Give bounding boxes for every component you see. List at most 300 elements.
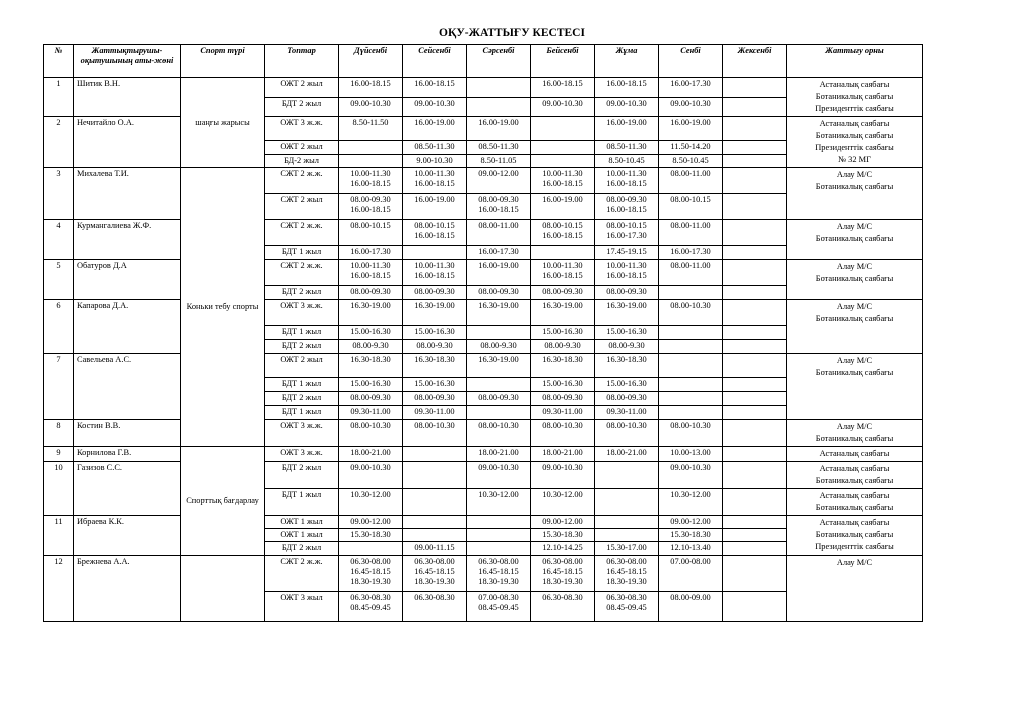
time-line: 16.45-18.15 xyxy=(414,567,455,576)
time-tuesday xyxy=(403,286,467,300)
training-location xyxy=(787,117,923,168)
location-line: Астаналық саябағы xyxy=(819,119,890,128)
training-location xyxy=(787,447,923,462)
time-wednesday xyxy=(467,592,531,622)
time-line: 10.00-11.30 xyxy=(414,169,455,178)
time-line: 16.00-19.00 xyxy=(478,261,519,270)
time-saturday xyxy=(659,556,723,592)
time-wednesday xyxy=(467,220,531,246)
row-number: 10 xyxy=(44,462,74,516)
training-location xyxy=(787,489,923,516)
time-monday xyxy=(339,155,403,168)
time-monday xyxy=(339,378,403,392)
time-line: 06.30-08.30 xyxy=(542,593,583,602)
time-line: 15.00-16.30 xyxy=(414,379,455,388)
time-tuesday xyxy=(403,529,467,542)
location-line: Ботаникалық саябағы xyxy=(815,234,894,243)
time-saturday xyxy=(659,592,723,622)
time-line: 16.30-19.00 xyxy=(478,301,519,310)
time-saturday xyxy=(659,406,723,420)
time-tuesday xyxy=(403,556,467,592)
time-saturday xyxy=(659,516,723,529)
time-wednesday xyxy=(467,194,531,220)
time-line: 09.00-10.30 xyxy=(542,98,583,108)
time-line: 10.30-12.00 xyxy=(350,490,391,499)
time-line: 08.00-10.30 xyxy=(606,421,647,430)
location-line: Астаналық саябағы xyxy=(819,491,890,500)
location-line: Ботаникалық саябағы xyxy=(815,92,894,101)
time-tuesday xyxy=(403,489,467,516)
location-line: Алау М/С xyxy=(836,356,873,365)
time-line: 16.30-19.00 xyxy=(542,301,583,310)
time-tuesday xyxy=(403,155,467,168)
time-line: 08.00-10.30 xyxy=(350,421,391,430)
time-saturday xyxy=(659,542,723,556)
time-line: 16.30-19.00 xyxy=(414,301,455,310)
group-name: ОЖТ 3 ж.ж. xyxy=(265,300,339,326)
time-line: 08.00-10.15 xyxy=(350,221,391,230)
time-tuesday xyxy=(403,97,467,117)
location-line: Алау М/С xyxy=(836,262,873,271)
time-line: 10.00-13.00 xyxy=(670,448,711,457)
time-friday xyxy=(595,141,659,155)
group-name: СЖТ 2 ж.ж. xyxy=(265,260,339,286)
coach-name: Шитик В.Н. xyxy=(74,78,181,117)
time-saturday xyxy=(659,354,723,378)
time-line: 10.30-12.00 xyxy=(478,490,519,499)
time-line: 16.00-18.15 xyxy=(606,79,647,88)
time-tuesday xyxy=(403,462,467,489)
time-saturday xyxy=(659,447,723,462)
time-line: 16.00-18.15 xyxy=(350,79,391,88)
time-wednesday xyxy=(467,556,531,592)
time-line: 08.45-09.45 xyxy=(478,603,519,612)
time-line: 08.00-10.15 xyxy=(542,221,583,230)
time-sunday xyxy=(723,378,787,392)
coach-name: Нечитайло О.А. xyxy=(74,117,181,168)
time-sunday xyxy=(723,117,787,141)
time-wednesday xyxy=(467,462,531,489)
time-sunday xyxy=(723,340,787,354)
time-friday xyxy=(595,516,659,529)
time-line: 16.00-17.30 xyxy=(606,231,647,240)
table-header-row xyxy=(44,45,923,78)
time-line: 16.30-18.30 xyxy=(606,355,647,364)
location-line: Астаналық саябағы xyxy=(819,80,890,89)
time-friday xyxy=(595,155,659,168)
time-wednesday xyxy=(467,326,531,340)
time-line: 08.00-11.00 xyxy=(478,221,519,230)
time-friday xyxy=(595,462,659,489)
time-line: 16.00-18.15 xyxy=(414,271,455,280)
group-name: БДТ 1 жыл xyxy=(265,489,339,516)
time-wednesday xyxy=(467,354,531,378)
time-tuesday xyxy=(403,168,467,194)
group-name: СЖТ 2 ж.ж. xyxy=(265,556,339,592)
location-line: Ботаникалық саябағы xyxy=(815,530,894,539)
time-friday xyxy=(595,556,659,592)
group-name: ОЖТ 3 ж.ж. xyxy=(265,117,339,141)
header-location: Жаттығу орны xyxy=(787,45,923,78)
time-tuesday xyxy=(403,592,467,622)
time-monday xyxy=(339,542,403,556)
time-line: 08.00-09.30 xyxy=(350,287,391,296)
time-line: 17.45-19.15 xyxy=(606,247,647,256)
time-monday xyxy=(339,97,403,117)
time-sunday xyxy=(723,260,787,286)
row-number: 1 xyxy=(44,78,74,117)
time-line: 15.30-18.30 xyxy=(670,530,711,539)
page-title: ОҚУ-ЖАТТЫҒУ КЕСТЕСІ xyxy=(439,27,585,39)
group-name: ОЖТ 1 жыл xyxy=(265,516,339,529)
location-line: Ботаникалық саябағы xyxy=(815,368,894,377)
time-monday xyxy=(339,300,403,326)
time-tuesday xyxy=(403,516,467,529)
group-name: БДТ 2 жыл xyxy=(265,462,339,489)
location-line: Ботаникалық саябағы xyxy=(815,131,894,140)
time-saturday xyxy=(659,155,723,168)
time-monday xyxy=(339,392,403,406)
table-row xyxy=(44,78,923,98)
time-line: 16.45-18.15 xyxy=(542,567,583,576)
header-number: № xyxy=(44,45,74,78)
time-thursday xyxy=(531,420,595,447)
time-tuesday xyxy=(403,194,467,220)
time-line: 08.00-09.30 xyxy=(350,195,391,204)
time-thursday xyxy=(531,97,595,117)
header-wednesday: Сәрсенбі xyxy=(467,45,531,78)
time-line: 16.30-19.00 xyxy=(606,301,647,310)
row-number: 5 xyxy=(44,260,74,300)
time-line: 16.45-18.15 xyxy=(478,567,519,576)
coach-name: Костин В.В. xyxy=(74,420,181,447)
time-thursday xyxy=(531,326,595,340)
time-wednesday xyxy=(467,378,531,392)
time-monday xyxy=(339,326,403,340)
header-thursday: Бейсенбі xyxy=(531,45,595,78)
time-saturday xyxy=(659,194,723,220)
time-thursday xyxy=(531,340,595,354)
time-line: 09.00-10.30 xyxy=(478,463,519,472)
time-sunday xyxy=(723,592,787,622)
time-line: 16.00-18.15 xyxy=(350,271,391,280)
time-line: 08.00-10.15 xyxy=(414,221,455,230)
group-name: БДТ 2 жыл xyxy=(265,340,339,354)
time-line: 18.00-21.00 xyxy=(606,448,647,457)
time-line: 16.00-19.00 xyxy=(606,118,647,127)
time-saturday xyxy=(659,246,723,260)
time-line: 16.00-19.00 xyxy=(478,118,519,127)
time-line: 08.00-09.30 xyxy=(478,287,519,296)
location-line: Президенттік саябағы xyxy=(815,542,894,551)
time-line: 08.00-9.30 xyxy=(608,341,645,350)
time-friday xyxy=(595,194,659,220)
time-sunday xyxy=(723,447,787,462)
time-line: 16.30-18.30 xyxy=(542,355,583,364)
time-wednesday xyxy=(467,447,531,462)
row-number: 8 xyxy=(44,420,74,447)
group-name: БДТ 1 жыл xyxy=(265,246,339,260)
time-saturday xyxy=(659,117,723,141)
coach-name: Ибраева К.К. xyxy=(74,516,181,556)
time-friday xyxy=(595,78,659,98)
time-monday xyxy=(339,168,403,194)
time-tuesday xyxy=(403,542,467,556)
time-line: 18.00-21.00 xyxy=(542,448,583,457)
time-friday xyxy=(595,489,659,516)
time-monday xyxy=(339,516,403,529)
time-friday xyxy=(595,354,659,378)
time-wednesday xyxy=(467,155,531,168)
coach-name: Газизов С.С. xyxy=(74,462,181,516)
training-location xyxy=(787,220,923,260)
time-saturday xyxy=(659,462,723,489)
time-line: 18.30-19.30 xyxy=(606,577,647,586)
group-name: БДТ 2 жыл xyxy=(265,542,339,556)
header-sport: Спорт түрі xyxy=(181,45,265,78)
time-sunday xyxy=(723,420,787,447)
time-wednesday xyxy=(467,141,531,155)
time-wednesday xyxy=(467,516,531,529)
time-thursday xyxy=(531,220,595,246)
sport-type: Спорттық бағдарлау xyxy=(181,447,265,556)
row-number: 11 xyxy=(44,516,74,556)
coach-name: Корнилова Г.В. xyxy=(74,447,181,462)
location-line: Астаналық саябағы xyxy=(819,518,890,527)
coach-name: Обатуров Д.А xyxy=(74,260,181,300)
time-line: 08.00-10.15 xyxy=(670,195,711,204)
time-friday xyxy=(595,340,659,354)
time-wednesday xyxy=(467,340,531,354)
location-line: Ботаникалық саябағы xyxy=(815,476,894,485)
time-line: 10.00-11.30 xyxy=(542,261,583,270)
time-line: 08.45-09.45 xyxy=(350,603,391,612)
time-saturday xyxy=(659,420,723,447)
time-saturday xyxy=(659,300,723,326)
time-thursday xyxy=(531,529,595,542)
time-monday xyxy=(339,246,403,260)
time-line: 08.00-9.30 xyxy=(352,341,389,350)
time-thursday xyxy=(531,392,595,406)
time-line: 09.00-11.15 xyxy=(414,543,455,552)
location-line: Ботаникалық саябағы xyxy=(815,182,894,191)
location-line: Президенттік саябағы xyxy=(815,143,894,152)
time-line: 08.00-11.00 xyxy=(670,221,711,230)
time-line: 09.00-12.00 xyxy=(670,517,711,526)
training-location xyxy=(787,300,923,354)
time-thursday xyxy=(531,260,595,286)
time-monday xyxy=(339,420,403,447)
time-line: 09.00-10.30 xyxy=(606,98,647,108)
time-line: 09.00-10.30 xyxy=(670,98,711,108)
time-thursday xyxy=(531,406,595,420)
time-thursday xyxy=(531,300,595,326)
time-line: 16.00-18.15 xyxy=(350,179,391,188)
time-tuesday xyxy=(403,392,467,406)
table-row xyxy=(44,300,923,326)
time-saturday xyxy=(659,392,723,406)
time-thursday xyxy=(531,378,595,392)
time-line: 08.50-11.30 xyxy=(414,142,455,151)
time-sunday xyxy=(723,168,787,194)
time-saturday xyxy=(659,97,723,117)
time-line: 08.50-11.30 xyxy=(606,142,647,151)
group-name: ОЖТ 2 жыл xyxy=(265,141,339,155)
header-group: Топтар xyxy=(265,45,339,78)
time-tuesday xyxy=(403,447,467,462)
time-line: 16.00-17.30 xyxy=(478,247,519,256)
time-sunday xyxy=(723,406,787,420)
location-line: Алау М/С xyxy=(836,558,873,567)
time-tuesday xyxy=(403,78,467,98)
table-row xyxy=(44,516,923,529)
time-line: 10.00-11.30 xyxy=(606,169,647,178)
time-line: 16.00-19.00 xyxy=(542,195,583,204)
time-friday xyxy=(595,117,659,141)
time-line: 15.00-16.30 xyxy=(542,379,583,388)
coach-name: Брежнева А.А. xyxy=(74,556,181,622)
header-sunday: Жексенбі xyxy=(723,45,787,78)
time-line: 08.00-10.30 xyxy=(478,421,519,430)
time-sunday xyxy=(723,542,787,556)
location-line: Ботаникалық саябағы xyxy=(815,434,894,443)
time-tuesday xyxy=(403,340,467,354)
training-location xyxy=(787,462,923,489)
table-row xyxy=(44,462,923,489)
time-sunday xyxy=(723,286,787,300)
time-line: 06.30-08.30 xyxy=(606,593,647,602)
time-wednesday xyxy=(467,117,531,141)
header-monday: Дүйсенбі xyxy=(339,45,403,78)
time-tuesday xyxy=(403,300,467,326)
row-number: 3 xyxy=(44,168,74,220)
time-thursday xyxy=(531,194,595,220)
time-wednesday xyxy=(467,168,531,194)
time-line: 18.00-21.00 xyxy=(350,448,391,457)
time-line: 15.30-17.00 xyxy=(606,543,647,552)
time-sunday xyxy=(723,300,787,326)
time-line: 10.30-12.00 xyxy=(542,490,583,499)
time-sunday xyxy=(723,529,787,542)
time-sunday xyxy=(723,354,787,378)
time-tuesday xyxy=(403,354,467,378)
time-line: 8.50-10.45 xyxy=(608,156,645,165)
row-number: 6 xyxy=(44,300,74,354)
time-line: 12.10-14.25 xyxy=(542,543,583,552)
group-name: ОЖТ 3 ж.ж. xyxy=(265,447,339,462)
training-location xyxy=(787,556,923,622)
table-row xyxy=(44,354,923,378)
time-line: 08.00-09.00 xyxy=(670,593,711,602)
time-line: 09.00-12.00 xyxy=(350,517,391,526)
time-tuesday xyxy=(403,406,467,420)
time-line: 08.00-09.30 xyxy=(350,393,391,402)
time-tuesday xyxy=(403,117,467,141)
row-number: 12 xyxy=(44,556,74,622)
time-line: 12.10-13.40 xyxy=(670,543,711,552)
time-thursday xyxy=(531,489,595,516)
time-tuesday xyxy=(403,420,467,447)
time-line: 15.30-18.30 xyxy=(542,530,583,539)
time-line: 08.00-10.30 xyxy=(670,421,711,430)
time-monday xyxy=(339,117,403,141)
time-line: 16.00-18.15 xyxy=(414,231,455,240)
training-location xyxy=(787,260,923,300)
time-sunday xyxy=(723,78,787,98)
time-line: 16.30-19.00 xyxy=(350,301,391,310)
time-line: 08.00-10.30 xyxy=(414,421,455,430)
time-friday xyxy=(595,260,659,286)
time-line: 10.00-11.30 xyxy=(414,261,455,270)
time-line: 15.00-16.30 xyxy=(350,379,391,388)
table-row xyxy=(44,260,923,286)
training-location xyxy=(787,354,923,420)
coach-name: Курмангалиева Ж.Ф. xyxy=(74,220,181,260)
time-line: 08.00-09.30 xyxy=(606,287,647,296)
time-line: 16.00-18.15 xyxy=(542,79,583,88)
time-monday xyxy=(339,220,403,246)
time-saturday xyxy=(659,78,723,98)
time-friday xyxy=(595,246,659,260)
time-monday xyxy=(339,447,403,462)
time-line: 15.00-16.30 xyxy=(542,327,583,336)
location-line: Ботаникалық саябағы xyxy=(815,274,894,283)
time-line: 16.00-18.15 xyxy=(606,205,647,214)
time-thursday xyxy=(531,78,595,98)
time-line: 18.30-19.30 xyxy=(542,577,583,586)
location-line: Алау М/С xyxy=(836,170,873,179)
table-row xyxy=(44,220,923,246)
time-line: 16.00-18.15 xyxy=(606,271,647,280)
time-line: 08.00-10.15 xyxy=(606,221,647,230)
header-tuesday: Сейсенбі xyxy=(403,45,467,78)
sport-type: шаңғы жарысы xyxy=(181,78,265,168)
time-thursday xyxy=(531,155,595,168)
time-line: 16.00-18.15 xyxy=(606,179,647,188)
time-line: 06.30-08.00 xyxy=(606,557,647,566)
time-monday xyxy=(339,529,403,542)
time-line: 09.30-11.00 xyxy=(542,407,583,416)
time-line: 18.30-19.30 xyxy=(414,577,455,586)
row-number: 7 xyxy=(44,354,74,420)
time-line: 18.30-19.30 xyxy=(350,577,391,586)
time-line: 8.50-11.05 xyxy=(480,156,517,165)
time-saturday xyxy=(659,378,723,392)
group-name: СЖТ 2 ж.ж. xyxy=(265,168,339,194)
time-line: 15.00-16.30 xyxy=(414,327,455,336)
table-row xyxy=(44,447,923,462)
time-sunday xyxy=(723,97,787,117)
time-line: 15.00-16.30 xyxy=(606,379,647,388)
time-saturday xyxy=(659,286,723,300)
time-line: 09.00-10.30 xyxy=(670,463,711,472)
time-line: 10.00-11.30 xyxy=(542,169,583,178)
group-name: БДТ 1 жыл xyxy=(265,406,339,420)
time-saturday xyxy=(659,326,723,340)
time-line: 16.00-18.15 xyxy=(414,179,455,188)
time-line: 08.00-09.30 xyxy=(606,195,647,204)
time-thursday xyxy=(531,462,595,489)
time-line: 08.00-10.30 xyxy=(542,421,583,430)
row-number: 2 xyxy=(44,117,74,168)
time-friday xyxy=(595,542,659,556)
time-thursday xyxy=(531,354,595,378)
time-line: 10.30-12.00 xyxy=(670,490,711,499)
time-line: 06.30-08.00 xyxy=(414,557,455,566)
table-row xyxy=(44,556,923,592)
time-line: 06.30-08.00 xyxy=(350,557,391,566)
time-line: 06.30-08.30 xyxy=(414,593,455,602)
